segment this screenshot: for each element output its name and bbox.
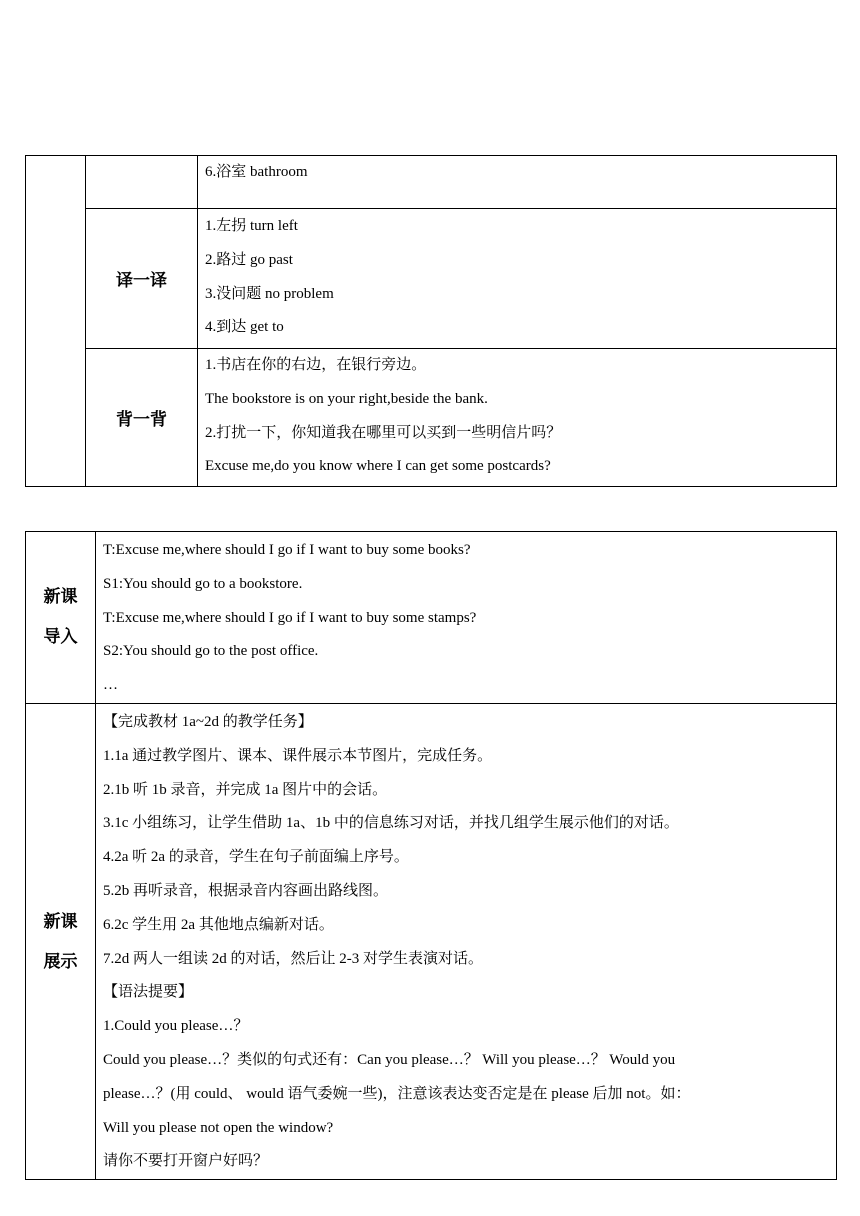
dialog-line: T:Excuse me,where should I go if I want to buy some stamps?: [103, 609, 477, 626]
list-item: 2.路过 go past: [205, 251, 293, 268]
list-item: 2.打扰一下，你知道我在哪里可以买到一些明信片吗？: [205, 424, 562, 441]
blank-label-cell: [86, 156, 198, 209]
recite-label: 背一背: [86, 349, 198, 487]
grammar-translation: 请你不要打开窗户好吗？: [103, 1153, 269, 1170]
task-item: 4.2a 听 2a 的录音，学生在句子前面编上序号。: [103, 849, 409, 866]
translate-items: [198, 209, 837, 349]
list-item: 4.到达 get to: [205, 319, 284, 336]
left-blank-cell: [26, 156, 86, 487]
task-item: 1.1a 通过教学图片、课本、课件展示本节图片，完成任务。: [103, 747, 493, 764]
ellipsis: …: [103, 677, 118, 694]
grammar-item: 1.Could you please…？: [103, 1018, 249, 1035]
bathroom-text: 6.浴室 bathroom: [205, 164, 308, 180]
translate-label: 译一译: [86, 209, 198, 349]
task-item: 5.2b 再听录音，根据录音内容画出路线图。: [103, 882, 389, 899]
vocabulary-table: [25, 155, 837, 487]
dialog-line: S1:You should go to a bookstore.: [103, 575, 303, 592]
intro-label: [26, 532, 96, 704]
list-item: 1.书店在你的右边，在银行旁边。: [205, 357, 427, 373]
grammar-text: please…？(用 could、 would 语气委婉一些)，注意该表达变否定是在 please 后加 not。如：: [103, 1085, 691, 1102]
dialog-line: S2:You should go to the post office.: [103, 643, 319, 660]
grammar-example: Will you please not open the window?: [103, 1119, 334, 1136]
task-item: 2.1b 听 1b 录音，并完成 1a 图片中的会话。: [103, 781, 388, 798]
task-item: 6.2c 学生用 2a 其他地点编新对话。: [103, 916, 334, 933]
task-item: 7.2d 两人一组读 2d 的对话，然后让 2-3 对学生表演对话。: [103, 950, 483, 967]
task-heading: 【完成教材 1a~2d 的教学任务】: [103, 713, 313, 730]
task-item: 3.1c 小组练习，让学生借助 1a、1b 中的信息练习对话，并找几组学生展示他们的对话。: [103, 815, 679, 832]
grammar-heading: 【语法提要】: [103, 984, 194, 1001]
list-item: Excuse me,do you know where I can get some postcards?: [205, 458, 551, 475]
grammar-text: Could you please…？类似的句式还有：Can you please…？ Will you please…？ Would you: [103, 1051, 676, 1068]
recite-items: [198, 349, 837, 487]
intro-label-line1: 新课: [43, 587, 78, 608]
presentation-content: [96, 703, 837, 1179]
dialog-line: T:Excuse me,where should I go if I want to buy some books?: [103, 542, 471, 558]
intro-label-line2: 导入: [43, 627, 78, 648]
presentation-label-line2: 展示: [43, 951, 78, 972]
presentation-label: [26, 703, 96, 1179]
list-item: 1.左拐 turn left: [205, 218, 298, 234]
presentation-label-line1: 新课: [43, 911, 78, 932]
intro-content: [96, 532, 837, 704]
list-item: 3.没问题 no problem: [205, 285, 334, 302]
lesson-table: [25, 531, 837, 1180]
bathroom-cell: [198, 156, 837, 209]
list-item: The bookstore is on your right,beside the bank.: [205, 390, 488, 407]
